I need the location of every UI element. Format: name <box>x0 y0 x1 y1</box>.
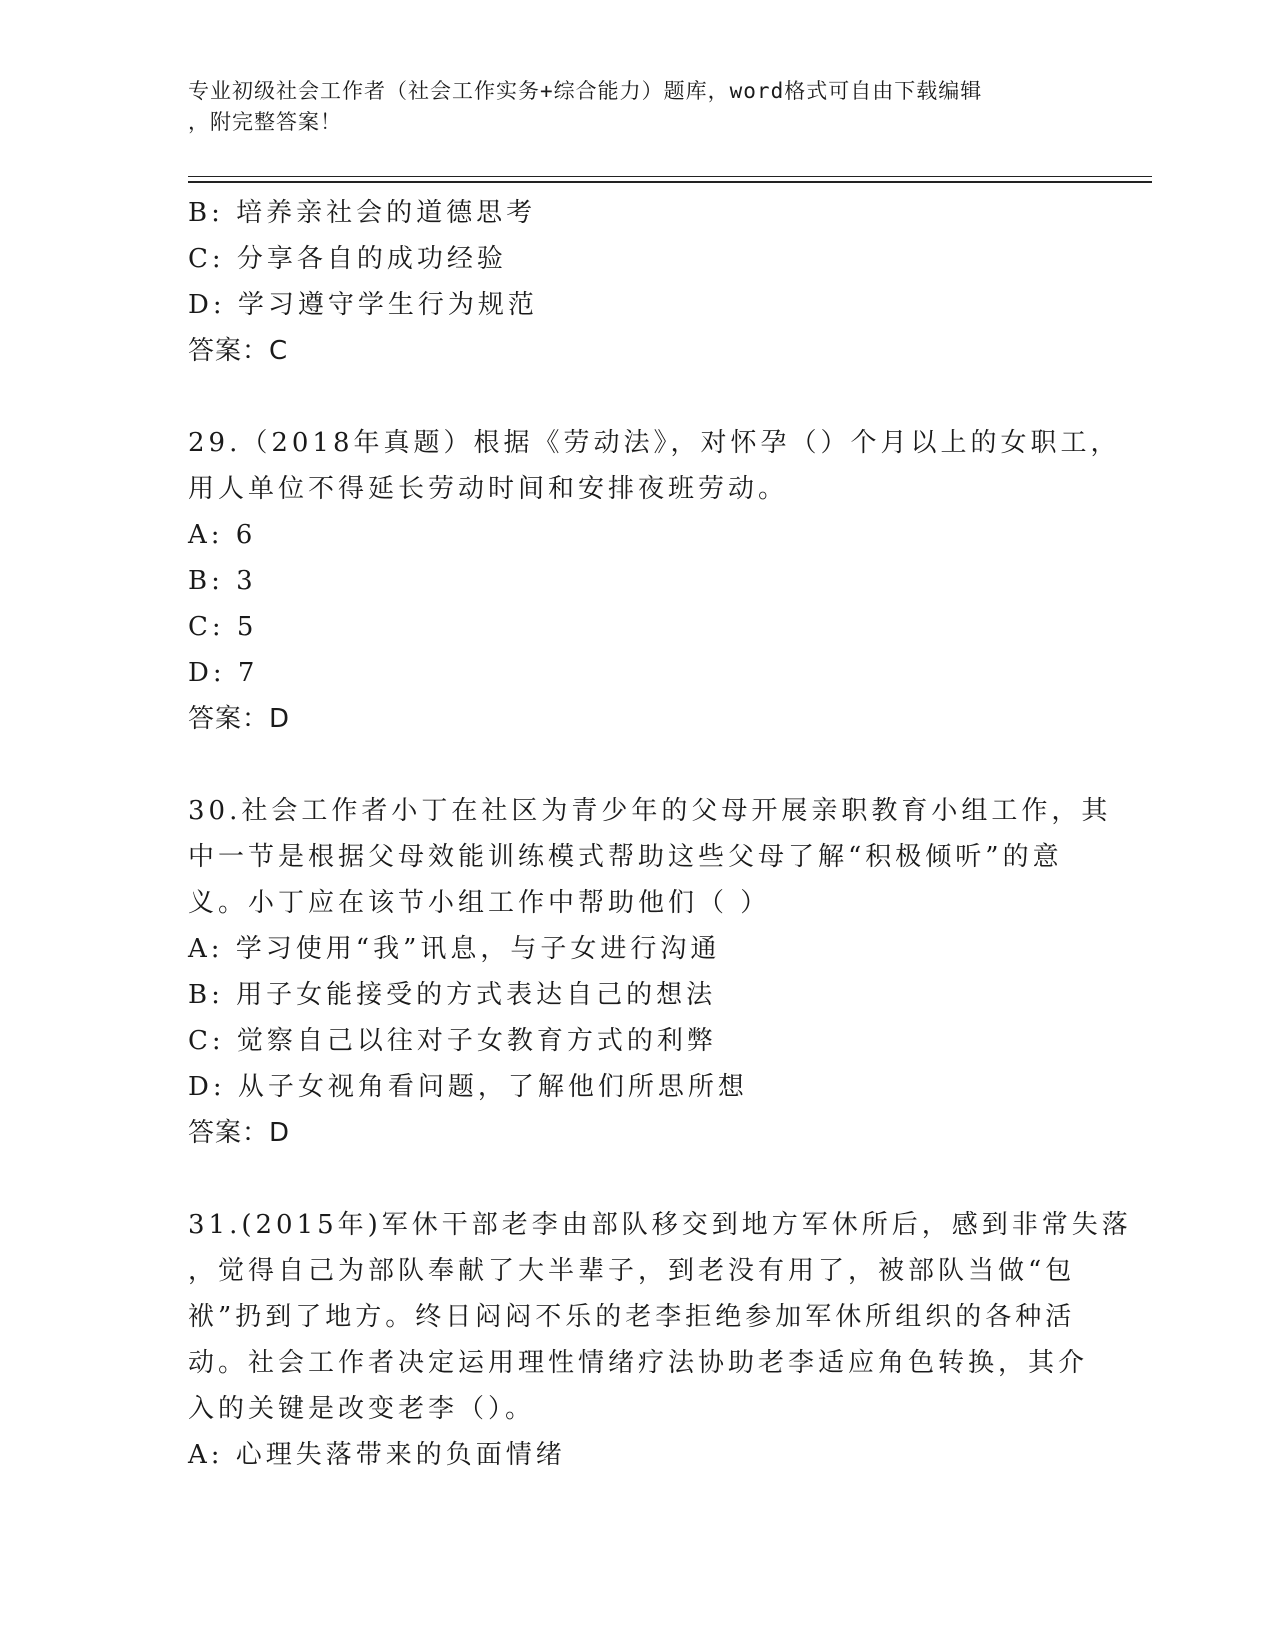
option-d: D: 学习遵守学生行为规范 <box>188 290 538 320</box>
question-text <box>188 788 1112 926</box>
option-b: B: 培养亲社会的道德思考 <box>188 198 537 228</box>
option-d: D: 7 <box>188 658 259 688</box>
question-line: 31.(2015年)军休干部老李由部队移交到地方军休所后，感到非常失落 <box>188 1210 1132 1240</box>
question-29 <box>188 420 1121 742</box>
option-a: A: 心理失落带来的负面情绪 <box>188 1440 566 1470</box>
header-divider-thin <box>188 176 1152 177</box>
question-line: 中一节是根据父母效能训练模式帮助这些父母了解“积极倾听”的意 <box>188 842 1063 872</box>
question-line: 袱”扔到了地方。终日闷闷不乐的老李拒绝参加军休所组织的各种活 <box>188 1302 1076 1332</box>
previous-question-tail <box>188 190 1088 374</box>
question-line: ，觉得自己为部队奉献了大半辈子，到老没有用了，被部队当做“包 <box>188 1256 1076 1286</box>
header-line-2: ，附完整答案！ <box>188 110 342 134</box>
answer: 答案：D <box>188 704 291 734</box>
option-c: C: 5 <box>188 612 258 642</box>
header-divider-thick <box>188 181 1152 183</box>
option-a: A: 6 <box>188 520 257 550</box>
header-line-1: 专业初级社会工作者（社会工作实务+综合能力）题库，word格式可自由下载编辑 <box>188 79 983 103</box>
question-line: 30.社会工作者小丁在社区为青少年的父母开展亲职教育小组工作，其 <box>188 796 1112 826</box>
question-text <box>188 420 1121 512</box>
option-b: B: 用子女能接受的方式表达自己的想法 <box>188 980 717 1010</box>
question-line: 入的关键是改变老李（）。 <box>188 1394 536 1424</box>
option-c: C: 觉察自己以往对子女教育方式的利弊 <box>188 1026 717 1056</box>
question-line: 用人单位不得延长劳动时间和安排夜班劳动。 <box>188 474 789 504</box>
question-line: 29.（2018年真题）根据《劳动法》，对怀孕（）个月以上的女职工， <box>188 428 1121 458</box>
option-d: D: 从子女视角看问题，了解他们所思所想 <box>188 1072 748 1102</box>
question-content <box>188 190 1132 1478</box>
question-text <box>188 1202 1132 1432</box>
question-30 <box>188 788 1112 1156</box>
document-header <box>188 76 1088 138</box>
spacer <box>188 742 1088 788</box>
question-31 <box>188 1202 1132 1478</box>
spacer <box>188 1156 1088 1202</box>
spacer <box>188 374 1088 420</box>
option-b: B: 3 <box>188 566 257 596</box>
option-a: A: 学习使用“我”讯息，与子女进行沟通 <box>188 934 721 964</box>
option-c: C: 分享各自的成功经验 <box>188 244 507 274</box>
question-line: 义。小丁应在该节小组工作中帮助他们（ ） <box>188 888 771 918</box>
answer: 答案：C <box>188 336 289 366</box>
question-line: 动。社会工作者决定运用理性情绪疗法协助老李适应角色转换，其介 <box>188 1348 1089 1378</box>
answer: 答案：D <box>188 1118 291 1148</box>
